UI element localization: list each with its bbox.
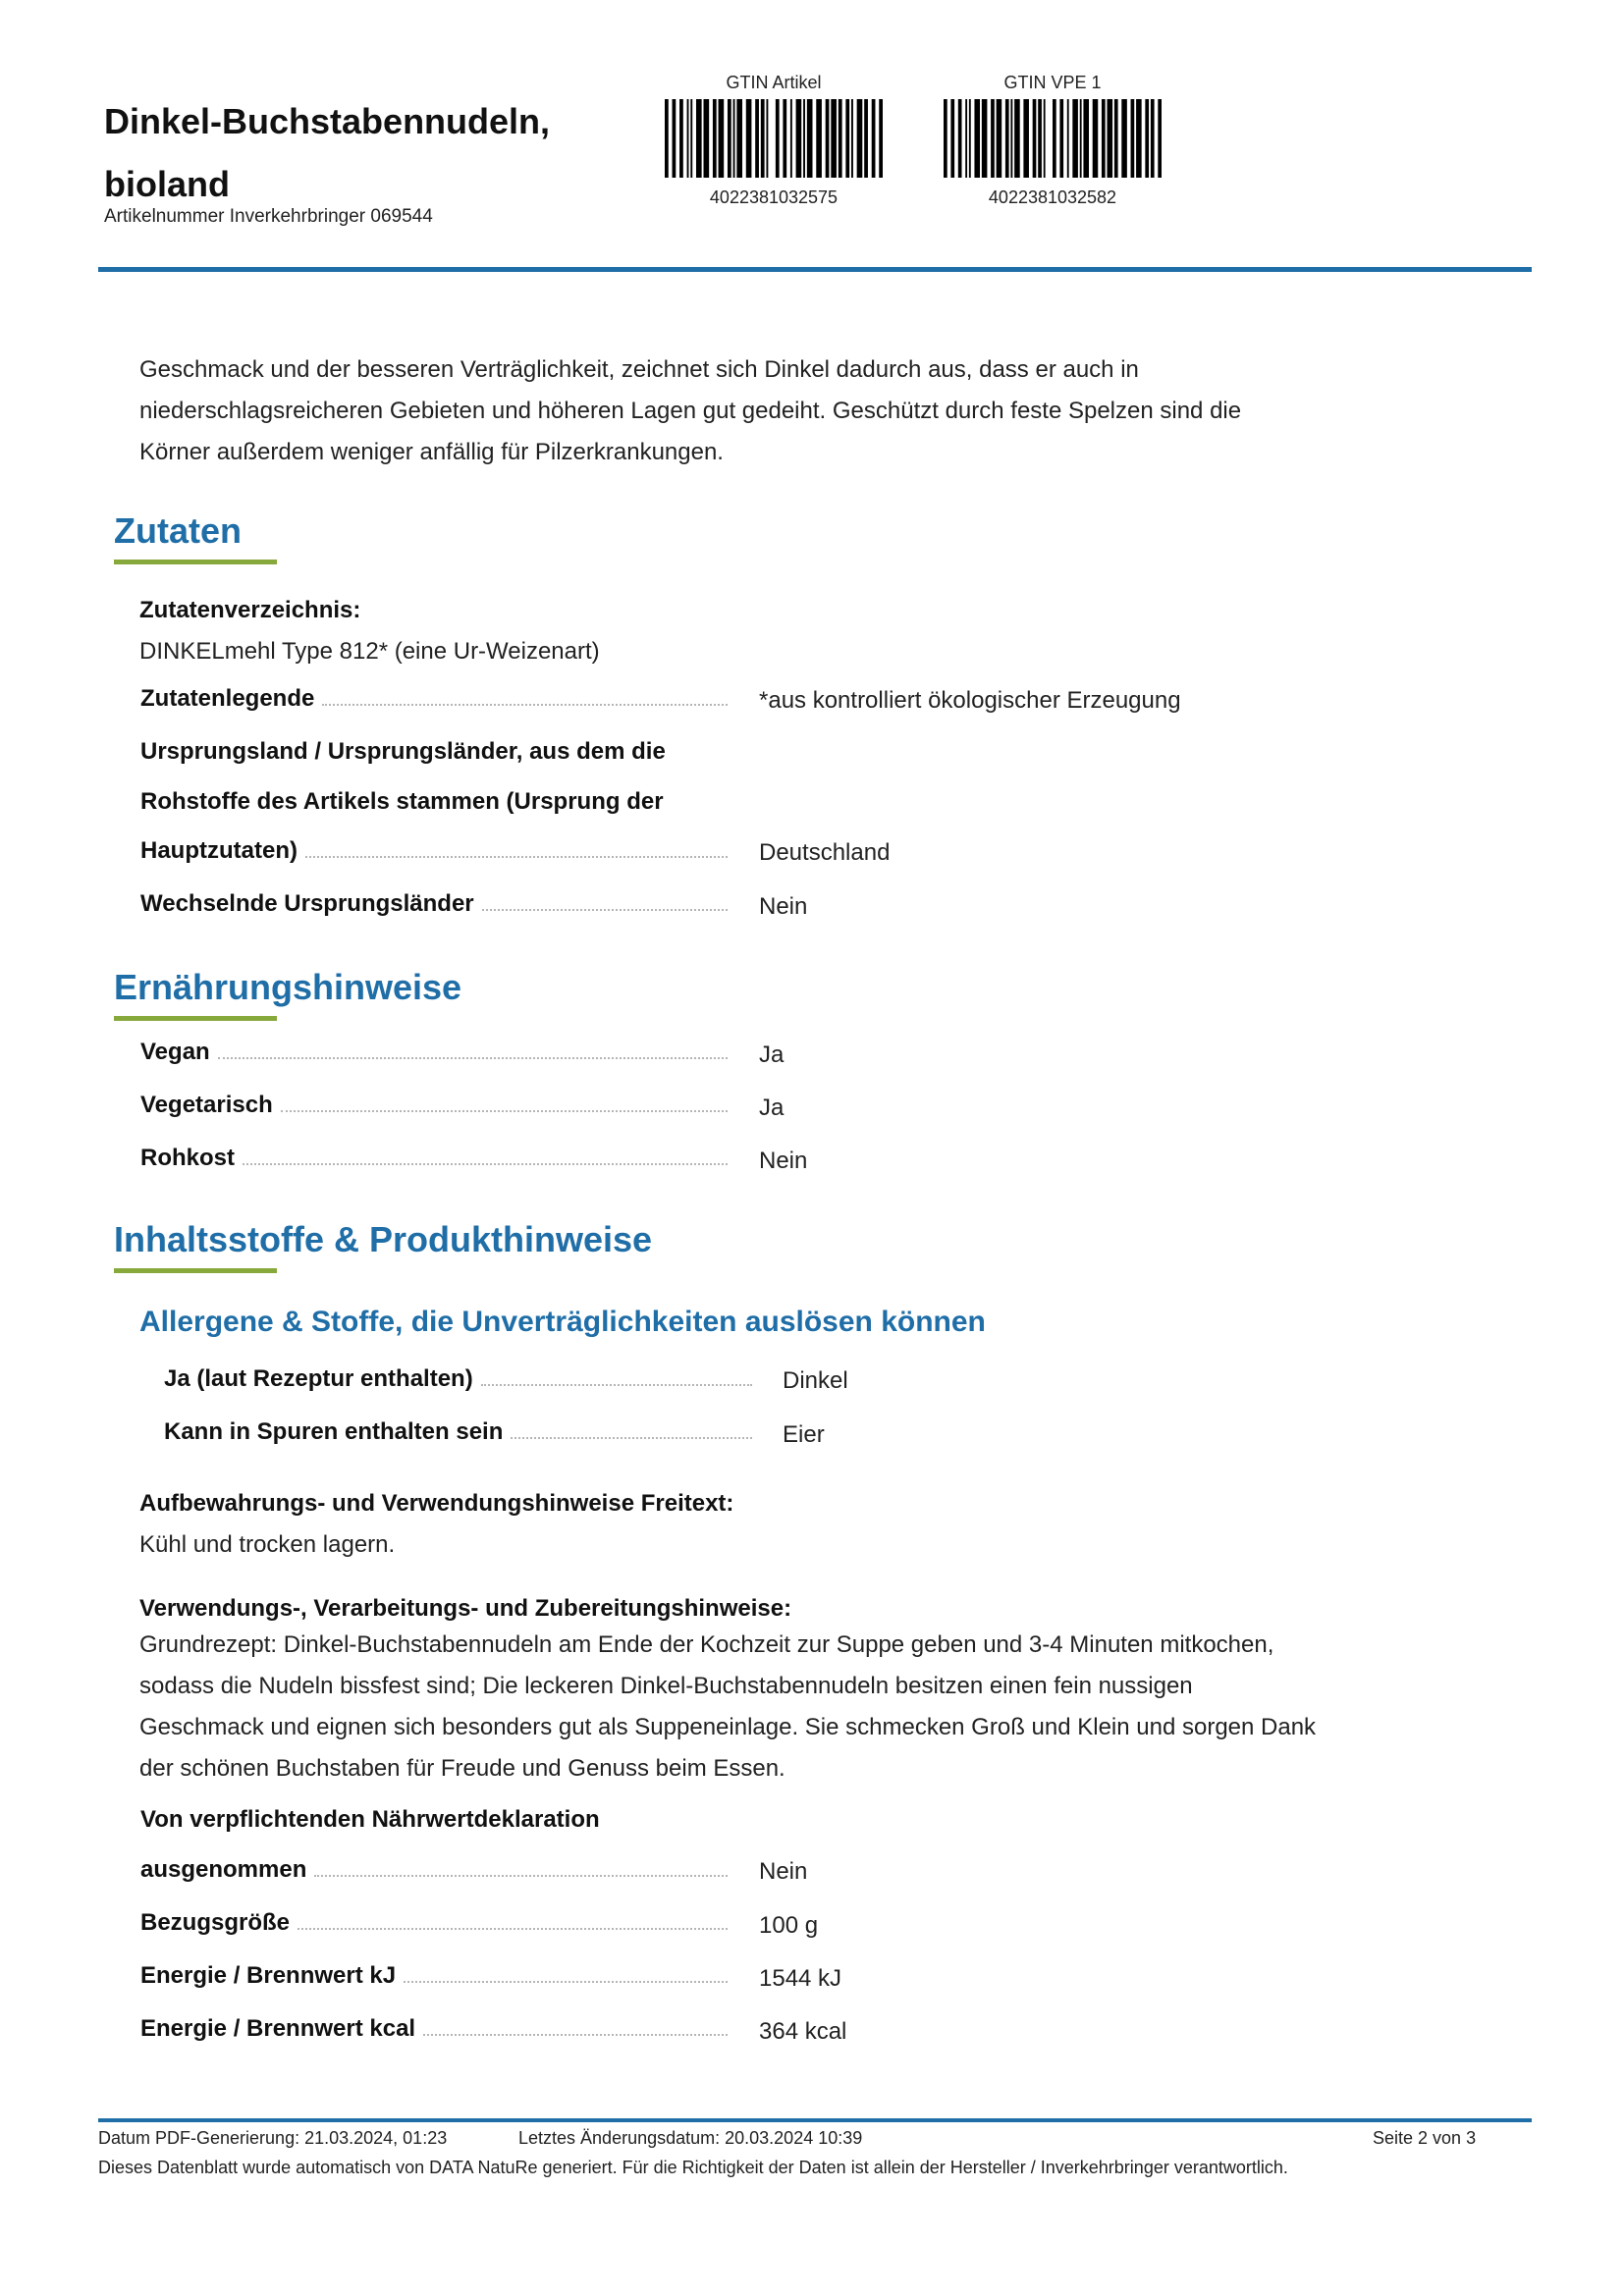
- barcode-bar: [958, 99, 962, 178]
- barcode-bar: [807, 99, 813, 178]
- barcode-bar: [687, 99, 689, 178]
- bezugsgroesse-label: Bezugsgröße: [140, 1909, 291, 1936]
- bezugsgroesse-value: 100 g: [759, 1912, 819, 1939]
- aufbewahrung-text: Kühl und trocken lagern.: [139, 1531, 396, 1558]
- barcode-bar: [1014, 99, 1020, 178]
- barcode-bar: [803, 99, 805, 178]
- verwendung-label: Verwendungs-, Verarbeitungs- und Zubereitungshinweise:: [139, 1595, 792, 1622]
- gtin-article-label: GTIN Artikel: [726, 73, 822, 92]
- barcode-bar: [1093, 99, 1099, 178]
- barcode-bar: [1151, 99, 1155, 178]
- dot-leader: [482, 909, 728, 911]
- dot-leader: [511, 1437, 752, 1439]
- barcode-bar: [713, 99, 717, 178]
- dot-leader: [218, 1057, 728, 1059]
- section-heading-zutaten: Zutaten: [114, 510, 242, 551]
- barcode-bar: [1005, 99, 1009, 178]
- footer-disclaimer: Dieses Datenblatt wurde automatisch von DATA NatuRe generiert. Für die Richtigkeit der Daten ist allein der Hersteller / Inverkehrbringer verantwortlich.: [98, 2158, 1288, 2177]
- allergen-label: Ja (laut Rezeptur enthalten): [164, 1365, 473, 1392]
- barcode-bar: [1038, 99, 1042, 178]
- barcode-bar: [1067, 99, 1069, 178]
- rohkost-row: [140, 1145, 733, 1172]
- dot-leader: [404, 1981, 728, 1983]
- product-title-line-2: bioland: [104, 164, 230, 204]
- barcode-bar: [1023, 99, 1029, 178]
- footer-generated-date: Datum PDF-Generierung: 21.03.2024, 01:23: [98, 2128, 448, 2148]
- ursprung-value: Deutschland: [759, 839, 891, 866]
- aufbewahrung-label: Aufbewahrungs- und Verwendungshinweise Freitext:: [139, 1490, 734, 1517]
- zutatenlegende-row: [140, 685, 733, 713]
- barcode-bar: [1121, 99, 1127, 178]
- barcode-bar: [1108, 99, 1113, 178]
- barcode-bar: [1059, 99, 1063, 178]
- barcode-bar: [790, 99, 792, 178]
- barcode-bar: [679, 99, 683, 178]
- dot-leader: [281, 1110, 728, 1112]
- gtin-article-barcode: [661, 99, 887, 178]
- gtin-article-number: 4022381032575: [709, 187, 839, 207]
- gtin-vpe-label: GTIN VPE 1: [1003, 73, 1102, 92]
- footer-divider: [98, 2118, 1532, 2122]
- vegan-label: Vegan: [140, 1039, 210, 1065]
- barcode-bar: [839, 99, 842, 178]
- wechselnd-label: Wechselnde Ursprungsländer: [140, 890, 474, 917]
- footer-page-number: Seite 2 von 3: [1373, 2128, 1477, 2148]
- dot-leader: [298, 1928, 728, 1930]
- section-heading-inhaltsstoffe: Inhaltsstoffe & Produkthinweise: [114, 1219, 653, 1259]
- verwendung-text: [139, 1625, 1416, 1789]
- barcode-bar: [776, 99, 780, 178]
- intro-line: Geschmack und der besseren Verträglichkeit, zeichnet sich Dinkel dadurch aus, dass er auch in: [139, 356, 1139, 383]
- barcode-bar: [965, 99, 967, 178]
- energie-kcal-value: 364 kcal: [759, 2018, 847, 2045]
- ursprung-label-line-3: Hauptzutaten): [140, 837, 298, 864]
- verwendung-line: Grundrezept: Dinkel-Buchstabennudeln am Ende der Kochzeit zur Suppe geben und 3-4 Minuten mitkochen,: [139, 1631, 1274, 1658]
- naehrwert-label-line-1: Von verpflichtenden Nährwertdeklaration: [140, 1806, 600, 1833]
- energie-kj-value: 1544 kJ: [759, 1965, 842, 1992]
- barcode-bar: [982, 99, 988, 178]
- barcode-bar: [974, 99, 980, 178]
- vegetarisch-value: Ja: [759, 1095, 785, 1121]
- barcode-bar: [857, 99, 863, 178]
- barcode-bar: [816, 99, 822, 178]
- energie-kj-row: [140, 1962, 733, 1990]
- product-title-line-1: Dinkel-Buchstabennudeln,: [104, 101, 551, 141]
- barcode-bar: [1102, 99, 1106, 178]
- barcode-bar: [1136, 99, 1142, 178]
- energie-kcal-row: [140, 2015, 733, 2043]
- barcode-bar: [736, 99, 742, 178]
- barcode-bar: [673, 99, 677, 178]
- barcode-bar: [1080, 99, 1082, 178]
- wechselnd-row: [140, 890, 733, 918]
- barcode-bar: [728, 99, 731, 178]
- naehrwert-value: Nein: [759, 1858, 808, 1885]
- barcode-bar: [1044, 99, 1046, 178]
- zutatenlegende-label: Zutatenlegende: [140, 685, 315, 712]
- barcode-bar: [766, 99, 768, 178]
- barcode-bar: [783, 99, 786, 178]
- allergen-value: Dinkel: [783, 1367, 848, 1394]
- allergen-row: [164, 1418, 758, 1446]
- barcode-bar: [950, 99, 954, 178]
- gtin-article-block: [656, 73, 892, 208]
- ursprung-label-line-2: Rohstoffe des Artikels stammen (Ursprung der: [140, 788, 664, 815]
- barcode-bar: [1010, 99, 1012, 178]
- barcode-bar: [944, 99, 947, 178]
- barcode-bar: [755, 99, 759, 178]
- barcode-bar: [997, 99, 1002, 178]
- ursprung-row: [140, 837, 733, 865]
- allergen-value: Eier: [783, 1421, 825, 1448]
- barcode-bar: [1053, 99, 1056, 178]
- ursprung-label-line-1: Ursprungsland / Ursprungsländer, aus dem die: [140, 738, 666, 765]
- barcode-bar: [872, 99, 876, 178]
- barcode-bar: [746, 99, 752, 178]
- barcode-bar: [991, 99, 995, 178]
- vegetarisch-label: Vegetarisch: [140, 1092, 273, 1118]
- product-title: [104, 90, 550, 216]
- footer-changed-date: Letztes Änderungsdatum: 20.03.2024 10:39: [518, 2128, 863, 2148]
- dot-leader: [322, 704, 728, 706]
- dot-leader: [314, 1875, 728, 1877]
- section-heading-underline: [114, 1268, 277, 1273]
- barcode-bar: [1145, 99, 1149, 178]
- section-heading-underline: [114, 560, 277, 564]
- section-heading-ernaehrung: Ernährungshinweise: [114, 967, 462, 1007]
- energie-kj-label: Energie / Brennwert kJ: [140, 1962, 397, 1989]
- gtin-vpe-number: 4022381032582: [988, 187, 1117, 207]
- naehrwert-row: [140, 1856, 733, 1884]
- gtin-vpe-barcode: [940, 99, 1165, 178]
- intro-paragraph: [139, 349, 1416, 473]
- zutatenverzeichnis-text: DINKELmehl Type 812* (eine Ur-Weizenart): [139, 638, 600, 665]
- barcode-bar: [704, 99, 710, 178]
- barcode-bar: [845, 99, 849, 178]
- rohkost-value: Nein: [759, 1148, 808, 1174]
- barcode-bar: [665, 99, 669, 178]
- barcode-bar: [1131, 99, 1135, 178]
- allergen-label: Kann in Spuren enthalten sein: [164, 1418, 504, 1445]
- barcode-bar: [831, 99, 837, 178]
- barcode-bar: [690, 99, 692, 178]
- wechselnd-value: Nein: [759, 893, 808, 920]
- barcode-bar: [733, 99, 735, 178]
- intro-line: Körner außerdem weniger anfällig für Pilzerkrankungen.: [139, 439, 724, 465]
- dot-leader: [305, 856, 728, 858]
- barcode-bar: [969, 99, 971, 178]
- allergen-row: [164, 1365, 758, 1393]
- vegan-value: Ja: [759, 1041, 785, 1068]
- vegetarisch-row: [140, 1092, 733, 1119]
- intro-line: niederschlagsreicheren Gebieten und höheren Lagen gut gedeiht. Geschützt durch feste Spelzen sind die: [139, 398, 1242, 424]
- header-divider: [98, 267, 1532, 272]
- barcode-bar: [1033, 99, 1037, 178]
- barcode-bar: [851, 99, 853, 178]
- verwendung-line: der schönen Buchstaben für Freude und Genuss beim Essen.: [139, 1755, 785, 1782]
- rohkost-label: Rohkost: [140, 1145, 235, 1171]
- barcode-bar: [719, 99, 725, 178]
- zutatenverzeichnis-label: Zutatenverzeichnis:: [139, 597, 361, 623]
- barcode-bar: [826, 99, 830, 178]
- zutatenlegende-value: *aus kontrolliert ökologischer Erzeugung: [759, 687, 1181, 714]
- barcode-bar: [879, 99, 883, 178]
- verwendung-line: Geschmack und eignen sich besonders gut als Suppeneinlage. Sie schmecken Groß und Klein und sorgen Dank: [139, 1714, 1317, 1740]
- gtin-vpe-block: [935, 73, 1170, 208]
- verwendung-line: sodass die Nudeln bissfest sind; Die leckeren Dinkel-Buchstabennudeln besitzen einen fein nussigen: [139, 1673, 1193, 1699]
- energie-kcal-label: Energie / Brennwert kcal: [140, 2015, 416, 2042]
- dot-leader: [423, 2034, 728, 2036]
- section-heading-underline: [114, 1016, 277, 1021]
- barcode-bar: [1083, 99, 1089, 178]
- dot-leader: [481, 1384, 752, 1386]
- vegan-row: [140, 1039, 733, 1066]
- article-number: Artikelnummer Inverkehrbringer 069544: [104, 206, 433, 227]
- barcode-bar: [1158, 99, 1162, 178]
- barcode-bar: [1114, 99, 1118, 178]
- barcode-bar: [1072, 99, 1078, 178]
- barcode-bar: [864, 99, 868, 178]
- barcode-bar: [796, 99, 802, 178]
- barcode-bar: [761, 99, 765, 178]
- naehrwert-label-line-2: ausgenommen: [140, 1856, 307, 1883]
- barcode-bar: [696, 99, 702, 178]
- bezugsgroesse-row: [140, 1909, 733, 1937]
- subheading-allergene: Allergene & Stoffe, die Unverträglichkeiten auslösen können: [139, 1306, 986, 1338]
- dot-leader: [243, 1163, 728, 1165]
